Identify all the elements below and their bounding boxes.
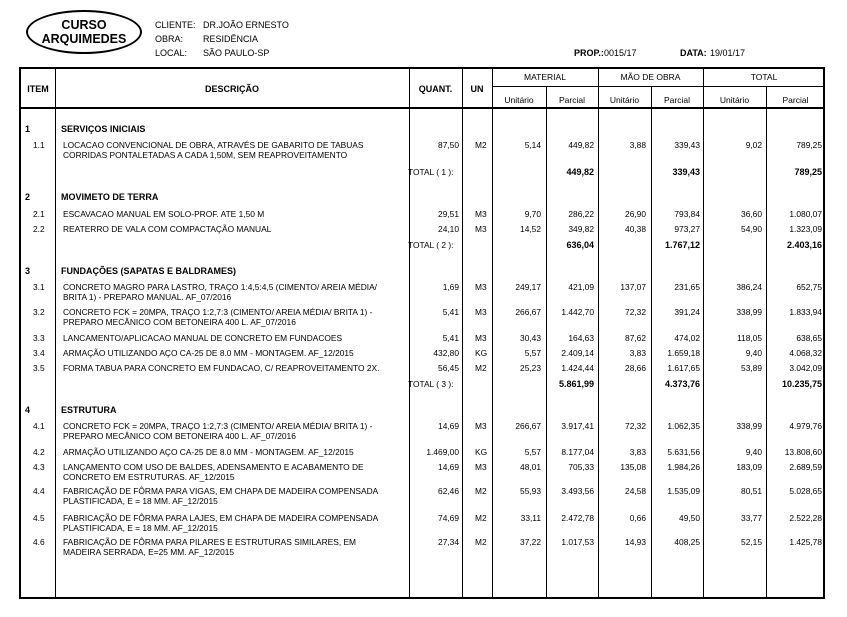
row-material-unit: 249,17	[515, 282, 541, 292]
row-total-partial: 4.979,76	[789, 421, 822, 431]
cliente-label: CLIENTE:	[155, 20, 196, 30]
section-title: SERVIÇOS INICIAIS	[61, 124, 146, 134]
logo-line2: ARQUIMEDES	[41, 32, 127, 46]
row-total-unit: 53,89	[741, 363, 762, 373]
row-total-unit: 52,15	[741, 537, 762, 547]
row-total-partial: 2.522,28	[789, 513, 822, 523]
section-total-labor: 1.767,12	[664, 240, 700, 250]
row-material-partial: 8.177,04	[561, 447, 594, 457]
row-material-partial: 2.409,14	[561, 348, 594, 358]
row-material-partial: 3.917,41	[561, 421, 594, 431]
row-item: 2.1	[33, 209, 45, 219]
section-total-material: 5.861,99	[558, 379, 594, 389]
local-value: SÃO PAULO-SP	[203, 48, 270, 58]
row-material-partial: 1.424,44	[561, 363, 594, 373]
row-description: ARMAÇÃO UTILIZANDO AÇO CA-25 DE 8.0 MM - MONTAGEM. AF_12/2015	[63, 447, 354, 457]
row-total-unit: 386,24	[736, 282, 762, 292]
row-unit: M2	[475, 486, 487, 496]
row-item: 4.6	[33, 537, 45, 547]
row-total-unit: 36,60	[741, 209, 762, 219]
row-labor-partial: 1.062,35	[667, 421, 700, 431]
row-labor-partial: 339,43	[674, 140, 700, 150]
row-labor-unit: 3,83	[629, 348, 646, 358]
col-quant: QUANT.	[418, 84, 453, 94]
section-title: MOVIMETO DE TERRA	[61, 192, 159, 202]
row-description-cont: PLASTIFICADA, E = 18 MM. AF_12/2015	[63, 496, 218, 506]
row-total-partial: 789,25	[796, 140, 822, 150]
row-unit: M3	[475, 462, 487, 472]
row-labor-unit: 0,66	[629, 513, 646, 523]
row-labor-unit: 40,38	[625, 224, 646, 234]
row-quantity: 74,69	[438, 513, 459, 523]
row-total-unit: 80,51	[741, 486, 762, 496]
local-label: LOCAL:	[155, 48, 188, 58]
row-description: REATERRO DE VALA COM COMPACTAÇÃO MANUAL	[63, 224, 272, 234]
section-total-label: TOTAL ( 1 ):	[408, 167, 454, 177]
row-material-unit: 55,93	[520, 486, 541, 496]
row-material-unit: 5,57	[524, 348, 541, 358]
row-total-partial: 1.080,07	[789, 209, 822, 219]
row-material-partial: 1.442,70	[561, 307, 594, 317]
row-item: 3.3	[33, 333, 45, 343]
row-quantity: 27,34	[438, 537, 459, 547]
row-unit: M3	[475, 421, 487, 431]
col-un: UN	[470, 84, 484, 94]
row-material-unit: 5,14	[524, 140, 541, 150]
row-quantity: 87,50	[438, 140, 459, 150]
section-total-total: 10.235,75	[781, 379, 822, 389]
row-unit: M2	[475, 140, 487, 150]
row-total-partial: 1.323,09	[789, 224, 822, 234]
row-description: ARMAÇÃO UTILIZANDO AÇO CA-25 DE 8.0 MM - MONTAGEM. AF_12/2015	[63, 348, 354, 358]
section-total-labor: 4.373,76	[664, 379, 700, 389]
row-total-partial: 638,65	[796, 333, 822, 343]
row-item: 4.5	[33, 513, 45, 523]
section-total-total: 789,25	[794, 167, 822, 177]
col-mao-obra: MÃO DE OBRA	[620, 72, 681, 82]
row-unit: M3	[475, 209, 487, 219]
row-material-unit: 266,67	[515, 421, 541, 431]
section-total-labor: 339,43	[672, 167, 700, 177]
row-total-partial: 4.068,32	[789, 348, 822, 358]
col-mao-unitario: Unitário	[609, 95, 640, 105]
row-material-partial: 349,82	[568, 224, 594, 234]
row-description: LOCACAO CONVENCIONAL DE OBRA, ATRAVÉS DE GABARITO DE TABUAS	[63, 140, 364, 150]
row-quantity: 432,80	[433, 348, 459, 358]
row-labor-partial: 474,02	[674, 333, 700, 343]
row-unit: M3	[475, 224, 487, 234]
row-item: 3.4	[33, 348, 45, 358]
row-unit: M3	[475, 307, 487, 317]
row-labor-unit: 28,66	[625, 363, 646, 373]
row-description: CONCRETO FCK = 20MPA, TRAÇO 1:2,7:3 (CIMENTO/ AREIA MÉDIA/ BRITA 1) -	[63, 307, 373, 317]
row-description-cont: PREPARO MECÂNICO COM BETONEIRA 400 L. AF_07/2016	[63, 431, 296, 441]
row-material-unit: 30,43	[520, 333, 541, 343]
row-material-partial: 286,22	[568, 209, 594, 219]
section-total-label: TOTAL ( 3 ):	[408, 379, 454, 389]
row-description: CONCRETO MAGRO PARA LASTRO, TRAÇO 1:4,5:4,5 (CIMENTO/ AREIA MÉDIA/	[63, 282, 377, 292]
row-total-partial: 1.425,78	[789, 537, 822, 547]
row-item: 4.2	[33, 447, 45, 457]
row-material-unit: 266,67	[515, 307, 541, 317]
row-unit: M2	[475, 537, 487, 547]
col-material-parcial: Parcial	[559, 95, 585, 105]
row-description: FORMA TABUA PARA CONCRETO EM FUNDACAO, C/ REAPROVEITAMENTO 2X.	[63, 363, 380, 373]
row-item: 3.1	[33, 282, 45, 292]
row-quantity: 56,45	[438, 363, 459, 373]
col-material-unitario: Unitário	[504, 95, 534, 105]
row-quantity: 24,10	[438, 224, 459, 234]
data-value: 19/01/17	[710, 48, 746, 58]
section-total-label: TOTAL ( 2 ):	[408, 240, 454, 250]
row-description: LANÇAMENTO COM USO DE BALDES, ADENSAMENTO E ACABAMENTO DE	[63, 462, 364, 472]
row-total-unit: 118,05	[737, 333, 762, 343]
col-item: ITEM	[27, 84, 49, 94]
row-labor-partial: 1.617,65	[667, 363, 700, 373]
row-total-partial: 13.808,60	[784, 447, 822, 457]
col-total-unitario: Unitário	[719, 95, 750, 105]
col-mao-parcial: Parcial	[664, 95, 690, 105]
row-unit: M2	[475, 513, 487, 523]
row-unit: KG	[475, 447, 488, 457]
row-total-partial: 2.689,59	[789, 462, 822, 472]
section-title: FUNDAÇÕES (SAPATAS E BALDRAMES)	[61, 266, 236, 276]
row-labor-partial: 231,65	[674, 282, 700, 292]
row-total-unit: 33,77	[741, 513, 762, 523]
row-material-unit: 25,23	[520, 363, 541, 373]
row-labor-partial: 793,84	[674, 209, 700, 219]
row-total-partial: 5.028,65	[789, 486, 822, 496]
row-material-unit: 5,57	[524, 447, 541, 457]
row-labor-unit: 14,93	[625, 537, 646, 547]
row-material-partial: 164,63	[568, 333, 594, 343]
row-item: 4.1	[33, 421, 45, 431]
row-quantity: 29,51	[438, 209, 459, 219]
row-unit: M3	[475, 282, 487, 292]
row-labor-unit: 3,83	[629, 447, 646, 457]
row-description: FABRICAÇÃO DE FÔRMA PARA LAJES, EM CHAPA DE MADEIRA COMPENSADA	[63, 513, 379, 523]
row-material-unit: 9,70	[524, 209, 541, 219]
row-item: 4.4	[33, 486, 45, 496]
row-material-partial: 705,33	[568, 462, 594, 472]
row-material-partial: 1.017,53	[561, 537, 594, 547]
row-total-unit: 54,90	[741, 224, 762, 234]
row-labor-unit: 137,07	[620, 282, 646, 292]
row-total-unit: 9,40	[745, 447, 762, 457]
row-unit: M2	[475, 363, 487, 373]
row-labor-partial: 391,24	[674, 307, 700, 317]
row-item: 3.2	[33, 307, 45, 317]
row-item: 4.3	[33, 462, 45, 472]
section-number: 1	[25, 124, 31, 134]
row-labor-partial: 49,50	[679, 513, 700, 523]
row-description-cont: BRITA 1) - PREPARO MANUAL. AF_07/2016	[63, 292, 232, 302]
row-labor-unit: 26,90	[625, 209, 646, 219]
row-material-partial: 3.493,56	[561, 486, 594, 496]
obra-value: RESIDÊNCIA	[203, 34, 259, 44]
row-quantity: 62,46	[438, 486, 459, 496]
row-material-unit: 33,11	[520, 513, 541, 523]
row-description: FABRICAÇÃO DE FÔRMA PARA VIGAS, EM CHAPA DE MADEIRA COMPENSADA	[63, 486, 379, 496]
row-total-partial: 1.833,94	[789, 307, 822, 317]
row-labor-unit: 72,32	[625, 307, 646, 317]
row-total-partial: 3.042,09	[789, 363, 822, 373]
row-quantity: 1.469,00	[426, 447, 459, 457]
row-labor-unit: 72,32	[625, 421, 646, 431]
section-number: 4	[25, 405, 31, 415]
row-labor-partial: 408,25	[674, 537, 700, 547]
section-total-material: 636,04	[566, 240, 594, 250]
prop-label: PROP.:	[574, 48, 604, 58]
col-total: TOTAL	[750, 72, 778, 82]
row-quantity: 14,69	[438, 462, 459, 472]
row-labor-partial: 1.984,26	[667, 462, 700, 472]
row-description: CONCRETO FCK = 20MPA, TRAÇO 1:2,7:3 (CIMENTO/ AREIA MÉDIA/ BRITA 1) -	[63, 421, 373, 431]
row-material-unit: 48,01	[520, 462, 541, 472]
row-quantity: 14,69	[438, 421, 459, 431]
row-description-cont: PLASTIFICADA, E = 18 MM. AF_12/2015	[63, 523, 218, 533]
row-description: ESCAVACAO MANUAL EM SOLO-PROF. ATE 1,50 M	[63, 209, 265, 219]
row-labor-partial: 5.631,56	[667, 447, 700, 457]
section-number: 2	[25, 192, 31, 202]
row-unit: M3	[475, 333, 487, 343]
row-description: LANCAMENTO/APLICACAO MANUAL DE CONCRETO EM FUNDACOES	[63, 333, 343, 343]
obra-label: OBRA:	[155, 34, 184, 44]
col-material: MATERIAL	[524, 72, 566, 82]
row-description: FABRICAÇÃO DE FÔRMA PARA PILARES E ESTRUTURAS SIMILARES, EM	[63, 537, 357, 547]
col-total-parcial: Parcial	[782, 95, 809, 105]
prop-value: 0015/17	[604, 48, 637, 58]
row-total-unit: 338,99	[736, 421, 762, 431]
row-quantity: 5,41	[442, 307, 459, 317]
row-labor-unit: 24,58	[625, 486, 646, 496]
row-quantity: 1,69	[442, 282, 459, 292]
row-description-cont: PREPARO MECÂNICO COM BETONEIRA 400 L. AF_07/2016	[63, 317, 296, 327]
row-material-partial: 2.472,78	[561, 513, 594, 523]
section-total-material: 449,82	[566, 167, 594, 177]
row-material-partial: 449,82	[568, 140, 594, 150]
section-total-total: 2.403,16	[786, 240, 822, 250]
row-labor-unit: 135,08	[620, 462, 646, 472]
row-total-unit: 338,99	[736, 307, 762, 317]
row-description-cont: CORRIDAS PONTALETADAS A CADA 1,50M, SEM REAPROVEITAMENTO	[63, 150, 348, 160]
row-labor-partial: 1.659,18	[667, 348, 700, 358]
data-label: DATA:	[680, 48, 707, 58]
row-labor-unit: 3,88	[629, 140, 646, 150]
row-unit: KG	[475, 348, 488, 358]
row-labor-partial: 1.535,09	[667, 486, 700, 496]
col-descricao: DESCRIÇÃO	[204, 84, 259, 94]
logo-line1: CURSO	[61, 18, 107, 32]
row-material-partial: 421,09	[568, 282, 594, 292]
row-description-cont: MADEIRA SERRADA, E=25 MM. AF_12/2015	[63, 547, 235, 557]
row-material-unit: 14,52	[520, 224, 541, 234]
row-total-partial: 652,75	[796, 282, 822, 292]
row-material-unit: 37,22	[520, 537, 541, 547]
row-total-unit: 9,02	[745, 140, 762, 150]
row-item: 2.2	[33, 224, 45, 234]
section-title: ESTRUTURA	[61, 405, 117, 415]
row-total-unit: 9,40	[745, 348, 762, 358]
section-number: 3	[25, 266, 31, 276]
row-total-unit: 183,09	[736, 462, 762, 472]
row-quantity: 5,41	[442, 333, 459, 343]
row-labor-partial: 973,27	[674, 224, 700, 234]
row-item: 3.5	[33, 363, 45, 373]
cliente-value: DR.JOÃO ERNESTO	[203, 20, 289, 30]
row-item: 1.1	[33, 140, 45, 150]
row-labor-unit: 87,62	[625, 333, 646, 343]
row-description-cont: CONCRETO EM ESTRUTURAS. AF_12/2015	[63, 472, 235, 482]
